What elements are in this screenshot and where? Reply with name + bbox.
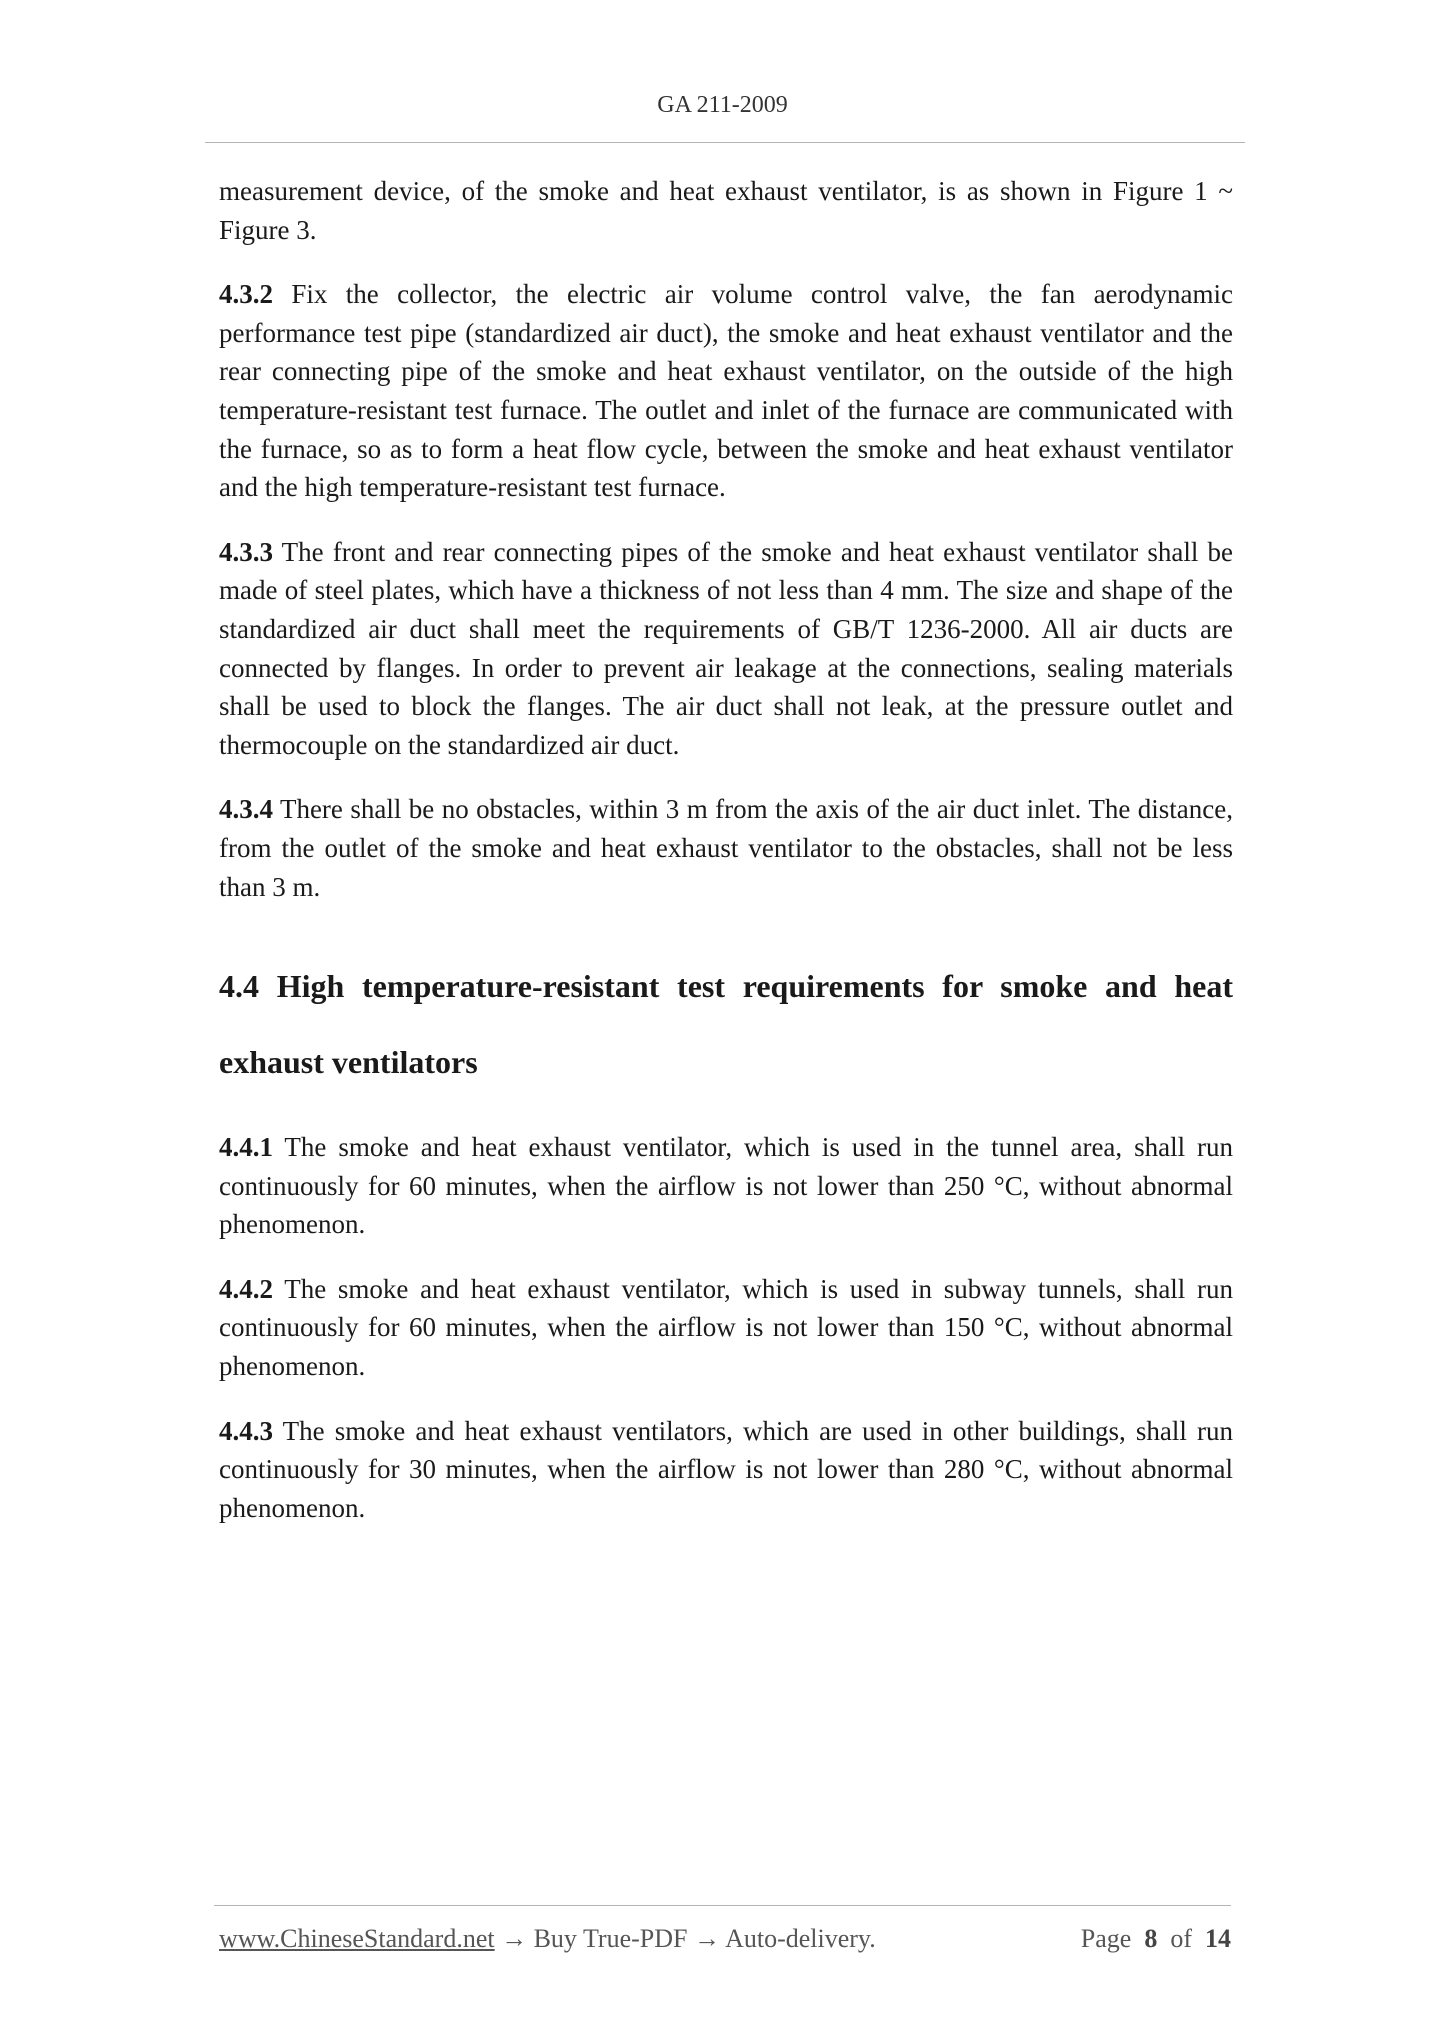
- clause-number: 4.3.2: [219, 279, 273, 310]
- paragraph-text: measurement device, of the smoke and heat exhaust ventilator, is as shown in Figure 1 ~ Figure 3.: [219, 176, 1233, 245]
- clause-4-3-2: [219, 275, 1233, 507]
- clause-text: The smoke and heat exhaust ventilator, which is used in the tunnel area, shall run continuously for 60 minutes, when the airflow is not lower than 250 °C, without abnormal phenomenon.: [219, 1132, 1233, 1240]
- footer-divider: [214, 1905, 1231, 1906]
- clause-number: 4.3.3: [219, 536, 273, 567]
- buy-pdf-text: Buy True-PDF: [533, 1924, 688, 1953]
- clause-number: 4.4.2: [219, 1273, 273, 1304]
- clause-number: 4.4.1: [219, 1132, 273, 1163]
- clause-text: Fix the collector, the electric air volume control valve, the fan aerodynamic performance test pipe (standardized air duct), the smoke and heat exhaust ventilator and the rear connecting pipe of the smoke and heat exhaust ventilator, on the outside of the high temperature-resistant test furnace. The outlet and inlet of the furnace are communicated with the furnace, so as to form a heat flow cycle, between the smoke and heat exhaust ventilator and the high temperature-resistant test furnace.: [219, 279, 1233, 503]
- document-header-title: GA 211-2009: [657, 92, 788, 118]
- page-indicator: [1081, 1924, 1231, 1954]
- arrow-right-icon: →: [494, 1924, 534, 1953]
- paragraph-continuation: [219, 172, 1233, 249]
- clause-text: The smoke and heat exhaust ventilators, which are used in other buildings, shall run continuously for 30 minutes, when the airflow is not lower than 280 °C, without abnormal phenomenon.: [219, 1415, 1233, 1523]
- document-body: [219, 172, 1233, 1553]
- website-link[interactable]: www.ChineseStandard.net: [219, 1924, 495, 1953]
- clause-4-3-4: [219, 790, 1233, 906]
- clause-number: 4.3.4: [219, 794, 273, 825]
- clause-4-3-3: [219, 533, 1233, 765]
- page-of-label: of: [1170, 1924, 1192, 1953]
- header-divider: [205, 142, 1245, 143]
- clause-4-4-3: [219, 1412, 1233, 1528]
- auto-delivery-text: Auto-delivery.: [725, 1924, 876, 1953]
- section-heading-4-4: 4.4 High temperature-resistant test requirements for smoke and heat exhaust ventilators: [219, 968, 1233, 1081]
- clause-text: There shall be no obstacles, within 3 m from the axis of the air duct inlet. The distance, from the outlet of the smoke and heat exhaust ventilator to the obstacles, shall not be less than 3 m.: [219, 794, 1233, 902]
- page-label: Page: [1080, 1924, 1132, 1953]
- page-current-number: 8: [1144, 1924, 1158, 1953]
- arrow-right-icon: →: [687, 1924, 726, 1953]
- page-total-number: 14: [1205, 1924, 1231, 1953]
- clause-text: The front and rear connecting pipes of the smoke and heat exhaust ventilator shall be made of steel plates, which have a thickness of not less than 4 mm. The size and shape of the standardized air duct shall meet the requirements of GB/T 1236-2000. All air ducts are connected by flanges. In order to prevent air leakage at the connections, sealing materials shall be used to block the flanges. The air duct shall not leak, at the pressure outlet and thermocouple on the standardized air duct.: [219, 536, 1233, 760]
- clause-4-4-1: [219, 1128, 1233, 1244]
- footer-promo: [219, 1924, 876, 1954]
- clause-text: The smoke and heat exhaust ventilator, which is used in subway tunnels, shall run continuously for 60 minutes, when the airflow is not lower than 150 °C, without abnormal phenomenon.: [219, 1273, 1233, 1382]
- clause-number: 4.4.3: [219, 1415, 273, 1446]
- clause-4-4-2: [219, 1270, 1233, 1386]
